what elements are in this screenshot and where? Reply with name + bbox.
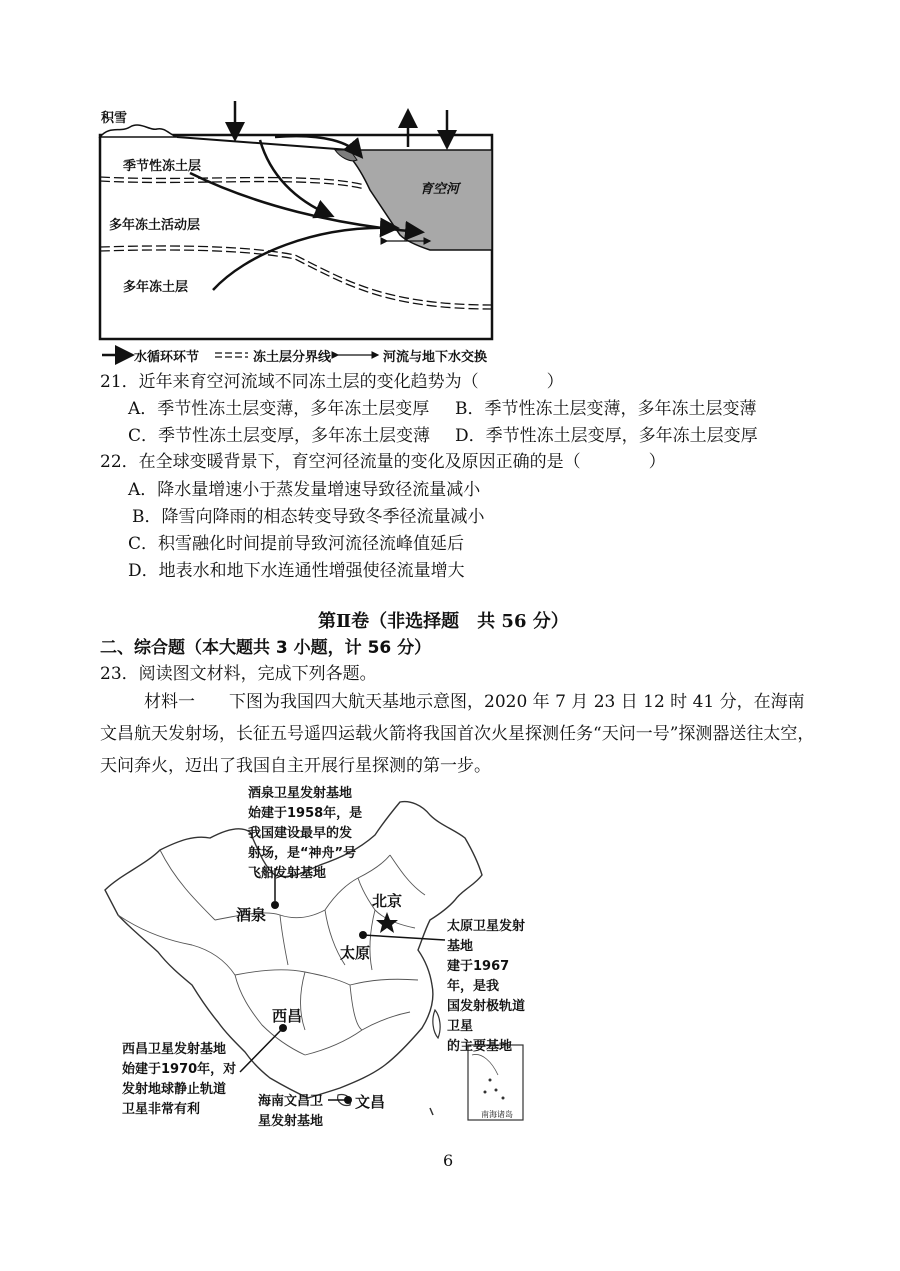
xichang-label: 西昌	[272, 1007, 303, 1025]
jiuquan-label: 酒泉	[236, 906, 267, 924]
inset-label: 南海诸岛	[481, 1110, 513, 1119]
legend-exchange: 河流与地下水交换	[383, 350, 488, 365]
river-label: 育空河	[420, 182, 460, 197]
wenchang-note-line: 星发射基地	[258, 1114, 324, 1129]
q21-stem: 21．近年来育空河流域不同冻土层的变化趋势为（ ）	[100, 372, 564, 392]
page-number: 6	[443, 1151, 454, 1170]
legend-boundary: 冻土层分界线	[253, 350, 332, 365]
china-space-base-map	[100, 780, 530, 1130]
q22-option-b: B．降雪向降雨的相态转变导致冬季径流量减小	[132, 507, 485, 527]
q21-option-a: A．季节性冻土层变薄，多年冻土层变厚	[128, 399, 430, 419]
snow-label: 积雪	[101, 111, 128, 126]
taiyuan-note-line: 的主要基地	[447, 1039, 513, 1054]
q21-option-d: D．季节性冻土层变厚，多年冻土层变厚	[455, 426, 758, 446]
permafrost-label: 多年冻土层	[123, 280, 189, 295]
jiuquan-note-line: 飞船发射基地	[248, 866, 327, 881]
beijing-label: 北京	[372, 892, 403, 910]
taiyuan-note	[447, 917, 530, 1057]
q22-stem: 22．在全球变暖背景下，育空河径流量的变化及原因正确的是（ ）	[100, 452, 666, 472]
wenchang-label: 文昌	[355, 1093, 386, 1111]
q21-option-c: C．季节性冻土层变厚，多年冻土层变薄	[128, 426, 431, 446]
material1-paragraph: 材料一 下图为我国四大航天基地示意图，2020 年 7 月 23 日 12 时 41 分，在海南文昌航天发射场，长征五号遥四运载火箭将我国首次火星探测任务“天问一号”探测器送往太空，天问奔火，迈出了我国自主开展行星探测的第一步。	[100, 692, 815, 776]
jiuquan-note-line: 射场，是“神舟”号	[248, 846, 357, 861]
q22-option-d: D．地表水和地下水连通性增强使径流量增大	[128, 561, 465, 581]
q22-option-c: C．积雪融化时间提前导致河流径流峰值延后	[128, 534, 465, 554]
active-layer-label: 多年冻土活动层	[109, 218, 201, 233]
taiyuan-note-line: 太原卫星发射基地	[447, 919, 526, 954]
taiyuan-label: 太原	[340, 944, 371, 962]
jiuquan-note-line: 酒泉卫星发射基地	[248, 786, 353, 801]
q22-option-a: A．降水量增速小于蒸发量增速导致径流量减小	[128, 480, 481, 500]
jiuquan-note-line: 始建于1958年，是	[248, 806, 363, 821]
diagram-legend	[98, 344, 518, 366]
q23-stem: 23．阅读图文材料，完成下列各题。	[100, 664, 377, 684]
xichang-note-line: 发射地球静止轨道	[122, 1082, 227, 1097]
xichang-note-line: 西昌卫星发射基地	[122, 1042, 227, 1057]
jiuquan-note	[248, 784, 362, 884]
legend-water-cycle: 水循环环节	[134, 350, 200, 365]
seasonal-frozen-label: 季节性冻土层	[123, 159, 202, 174]
taiyuan-note-line: 建于1967年，是我	[447, 959, 510, 994]
part2-title: 第Ⅱ卷（非选择题 共 56 分）	[318, 611, 569, 632]
xichang-note-line: 卫星非常有利	[122, 1102, 201, 1117]
xichang-note	[122, 1040, 236, 1120]
taiyuan-note-line: 国发射极轨道卫星	[447, 999, 526, 1034]
wenchang-note	[258, 1092, 323, 1132]
q21-option-b: B．季节性冻土层变薄，多年冻土层变薄	[455, 399, 757, 419]
xichang-note-line: 始建于1970年，对	[122, 1062, 237, 1077]
section2-heading: 二、综合题（本大题共 3 小题，计 56 分）	[100, 638, 432, 658]
wenchang-note-line: 海南文昌卫	[258, 1094, 324, 1109]
frozen-soil-diagram	[95, 95, 515, 370]
jiuquan-note-line: 我国建设最早的发	[248, 826, 353, 841]
